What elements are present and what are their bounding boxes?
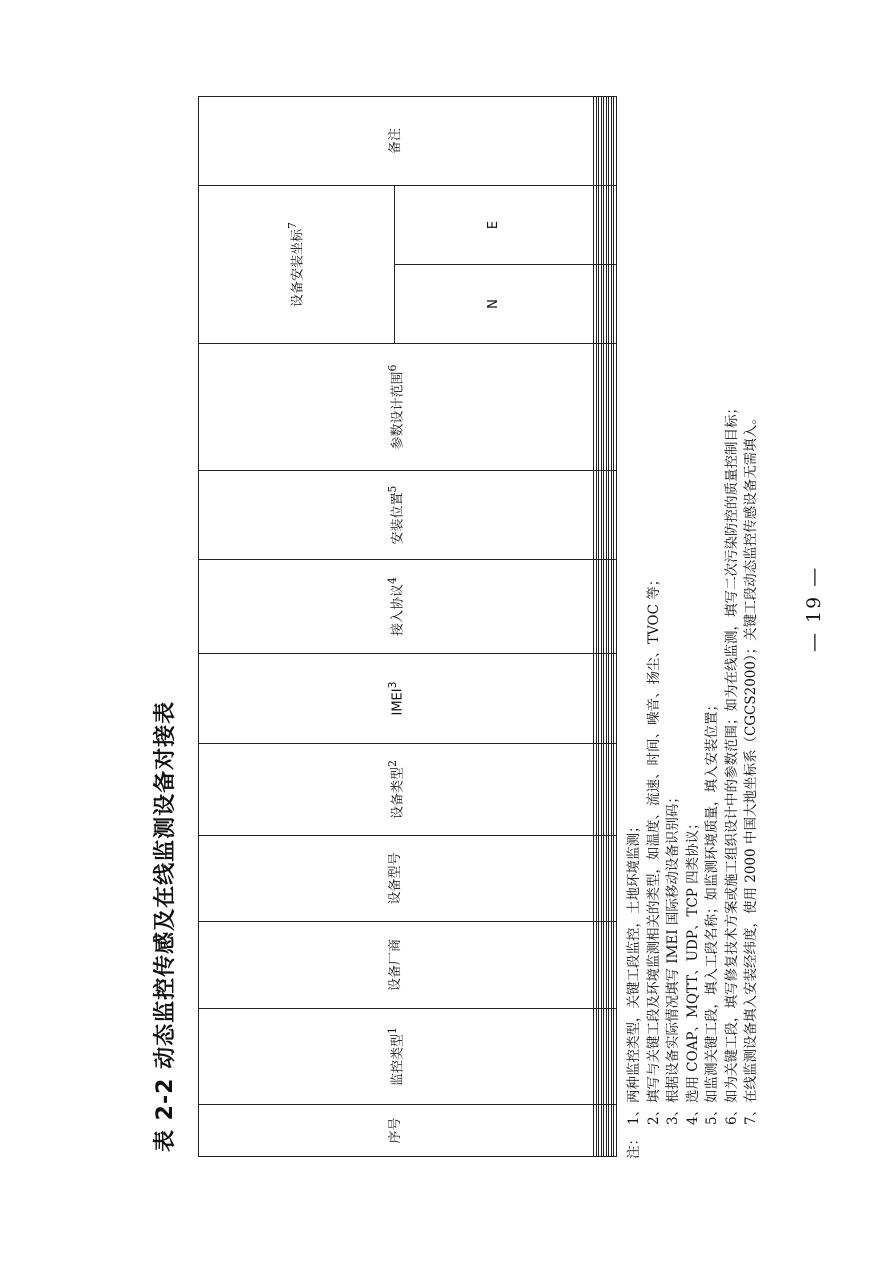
note-number: 2、 — [645, 1102, 662, 1125]
table-cell — [614, 1009, 617, 1105]
note-text: 根据设备实际情况填写 IMEI 国际移动设备识别码； — [665, 790, 681, 1103]
note-item-2 — [645, 79, 665, 1159]
note-item-6 — [723, 79, 743, 1159]
table-row — [614, 97, 617, 1157]
header-coord-e: E — [395, 186, 594, 265]
table-cell — [614, 654, 617, 744]
note-text: 如监测关键工段，填入工段名称；如监测环境质量，填入安装位置； — [704, 698, 720, 1103]
header-model: 设备型号 — [199, 836, 594, 922]
device-table — [198, 96, 617, 1157]
table-cell — [614, 1105, 617, 1157]
table-cell — [614, 922, 617, 1009]
note-number: 7、 — [743, 1102, 759, 1125]
note-item-4 — [684, 79, 704, 1159]
note-text: 选用 COAP、MQTT、UDP、TCP 四类协议； — [684, 816, 701, 1103]
header-coord-n: N — [395, 265, 594, 344]
note-text: 两种监控类型，关键工段监控，土地环境监测； — [626, 819, 642, 1103]
header-protocol: 接入协议$^4$ — [199, 560, 594, 654]
header-manufacturer: 设备厂商 — [199, 922, 594, 1009]
note-number: 4、 — [684, 1102, 701, 1125]
table-cell — [614, 97, 617, 186]
note-text: 填写与关键工段及环境监测相关的类型，如温度、流速、时间、噪音、扬尘、TVOC 等； — [645, 572, 662, 1103]
table-body — [594, 97, 617, 1157]
table-cell — [614, 344, 617, 471]
header-location: 安装位置$^5$ — [199, 471, 594, 560]
notes — [625, 79, 762, 1159]
table-cell — [614, 471, 617, 560]
note-item-5 — [703, 79, 723, 1159]
header-param-range: 参数设计范围$^6$ — [199, 344, 594, 471]
page-number: — 19 — — [803, 565, 825, 652]
note-item-7 — [742, 79, 762, 1159]
note-number: 1、 — [626, 1102, 642, 1125]
header-remarks: 备注 — [199, 97, 594, 186]
note-item-3 — [664, 79, 684, 1159]
table-cell — [614, 186, 617, 265]
note-number: 6、 — [723, 1102, 740, 1125]
header-monitor-type: 监控类型$^1$ — [199, 1009, 594, 1105]
header-imei: IMEI$^3$ — [199, 654, 594, 744]
note-number: 5、 — [704, 1102, 720, 1125]
note-item-1 — [625, 79, 645, 1159]
header-serial: 序号 — [199, 1105, 594, 1157]
note-number: 3、 — [665, 1102, 681, 1125]
table-cell — [614, 744, 617, 836]
notes-lead: 注： — [626, 1132, 642, 1159]
header-device-type: 设备类型$^2$ — [199, 744, 594, 836]
note-text: 在线监测设备填入安装经纬度，使用 2000 中国大地坐标系（CGCS2000）；关键工段动态监控传感设备无需填入。 — [743, 411, 759, 1103]
note-text: 如为关键工段，填写修复技术方案或施工组织设计中的参数范围；如为在线监测，填写二次污染防控的质量控制目标； — [723, 401, 740, 1103]
table-cell — [614, 836, 617, 922]
table-title: 表 2-2 动态监控传感及在线监测设备对接表 — [153, 700, 178, 1152]
table-cell — [614, 560, 617, 654]
header-row — [199, 97, 395, 1157]
table-cell — [614, 265, 617, 344]
header-coordinates: 设备安装坐标$^7$ — [199, 186, 395, 344]
